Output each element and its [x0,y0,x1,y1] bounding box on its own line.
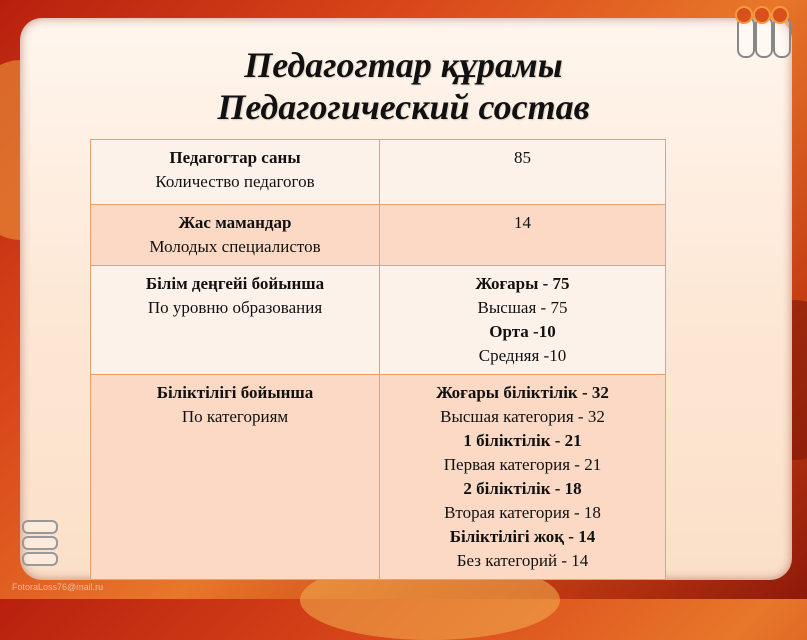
value-line: Жоғары біліктілік - 32 [436,383,609,402]
row-value-cell [380,140,666,205]
row-label-cell [91,266,380,375]
value-line: Высшая - 75 [477,298,568,317]
label-kazakh: Педагогтар саны [169,148,301,167]
staff-table [90,139,666,580]
flower-icon [771,6,789,24]
value-line: Первая категория - 21 [443,455,602,474]
value-line: Жоғары - 75 [475,274,570,293]
value-line: Высшая категория - 32 [440,407,605,426]
label-russian: По категориям [181,407,289,426]
label-russian: Количество педагогов [155,172,315,191]
label-kazakh: Жас мамандар [178,213,292,232]
label-russian: Молодых специалистов [149,237,321,256]
paperclips-decoration-bottom [22,518,62,578]
value-line: Средняя -10 [478,346,567,365]
flower-icon [753,6,771,24]
table-row [91,266,666,375]
title-kazakh: Педагогтар құрамы [244,45,563,85]
label-russian: По уровню образования [147,298,323,317]
label-kazakh: Білім деңгейі бойынша [145,274,325,293]
row-label-cell [91,205,380,266]
row-label-cell [91,375,380,580]
value-line: 2 біліктілік - 18 [463,479,582,498]
table-row [91,375,666,580]
value-line: 1 біліктілік - 21 [463,431,582,450]
table-row [91,140,666,205]
value-text: 14 [514,213,531,232]
title-russian: Педагогический состав [217,87,590,127]
value-line: Орта -10 [489,322,556,341]
footer-credit: FotoraLoss76@mail.ru [12,582,104,592]
label-kazakh: Біліктілігі бойынша [156,383,314,402]
table-row [91,205,666,266]
row-value-cell [380,266,666,375]
row-label-cell [91,140,380,205]
value-line: Біліктілігі жоқ - 14 [449,527,596,546]
slide-title [0,44,807,128]
flower-icon [735,6,753,24]
row-value-cell [380,205,666,266]
row-value-cell [380,375,666,580]
value-text: 85 [514,148,531,167]
value-line: Вторая категория - 18 [444,503,601,522]
value-line: Без категорий - 14 [456,551,589,570]
